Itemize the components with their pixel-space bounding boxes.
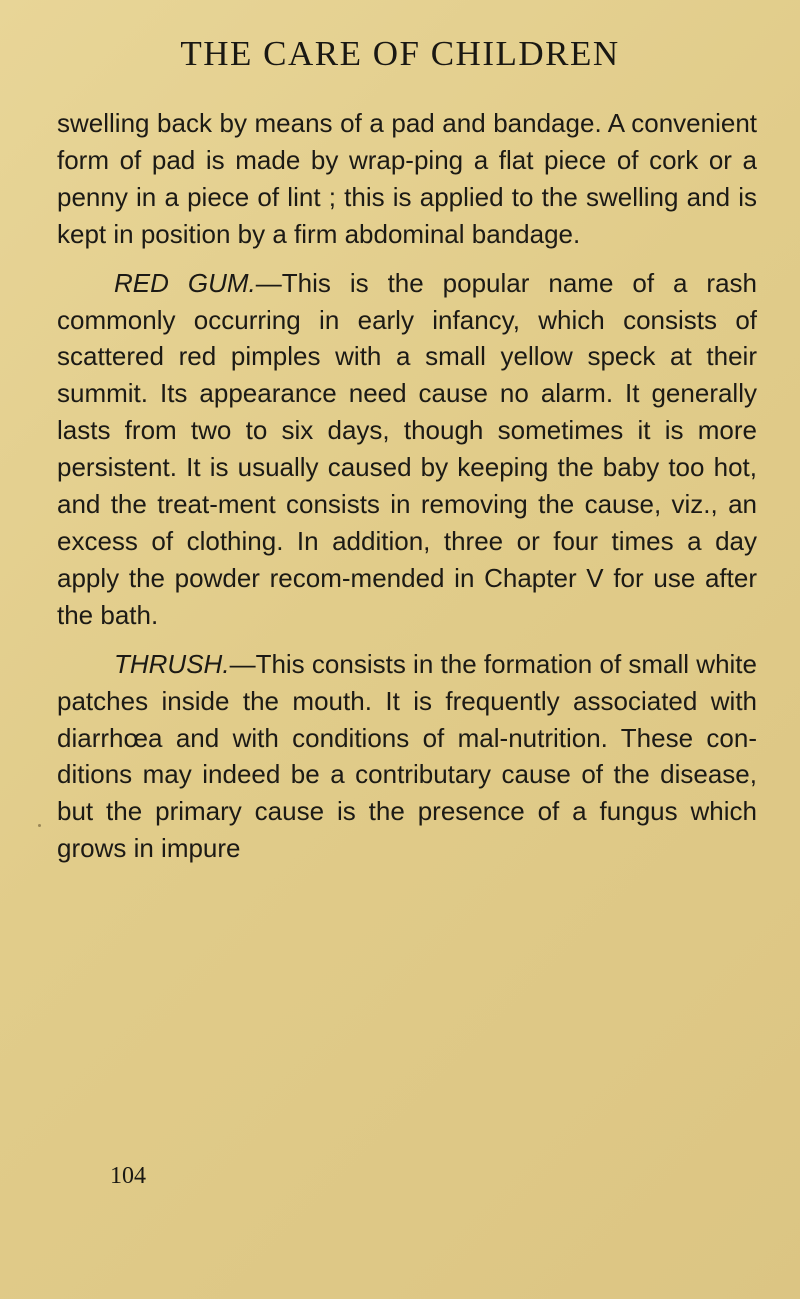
paragraph-text: —This consists in the formation of small white patches inside the mouth. It is frequently associated with diarrhœa and with conditions of mal-nutrition. These con-ditions may indeed be a contributary cause of the disease, but the primary cause is the presence of a fungus which grows in impure bbox=[57, 648, 757, 864]
section-term-red-gum: RED GUM. bbox=[114, 267, 256, 298]
paragraph-thrush bbox=[57, 646, 757, 867]
paragraph-red-gum bbox=[57, 265, 757, 634]
page-number: 104 bbox=[110, 1163, 146, 1189]
paragraph-swelling bbox=[57, 105, 757, 253]
paper-speck bbox=[38, 824, 41, 827]
body-text bbox=[57, 105, 757, 879]
section-term-thrush: THRUSH. bbox=[114, 648, 230, 679]
running-head: THE CARE OF CHILDREN bbox=[180, 34, 620, 73]
paragraph-text: swelling back by means of a pad and bandage. A convenient form of pad is made by wrap-ping a flat piece of cork or a penny in a piece of lint ; this is applied to the swelling and is kept in position by a firm abdominal bandage. bbox=[57, 108, 757, 249]
paragraph-text: —This is the popular name of a rash commonly occurring in early infancy, which consists of scattered red pimples with a small yellow speck at their summit. Its appearance need cause no alarm. It generally lasts from two to six days, though sometimes it is more persistent. It is usually caused by keeping the baby too hot, and the treat-ment consists in removing the cause, viz., an excess of clothing. In addition, three or four times a day apply the powder recom-mended in Chapter V for use after the bath. bbox=[57, 267, 758, 630]
